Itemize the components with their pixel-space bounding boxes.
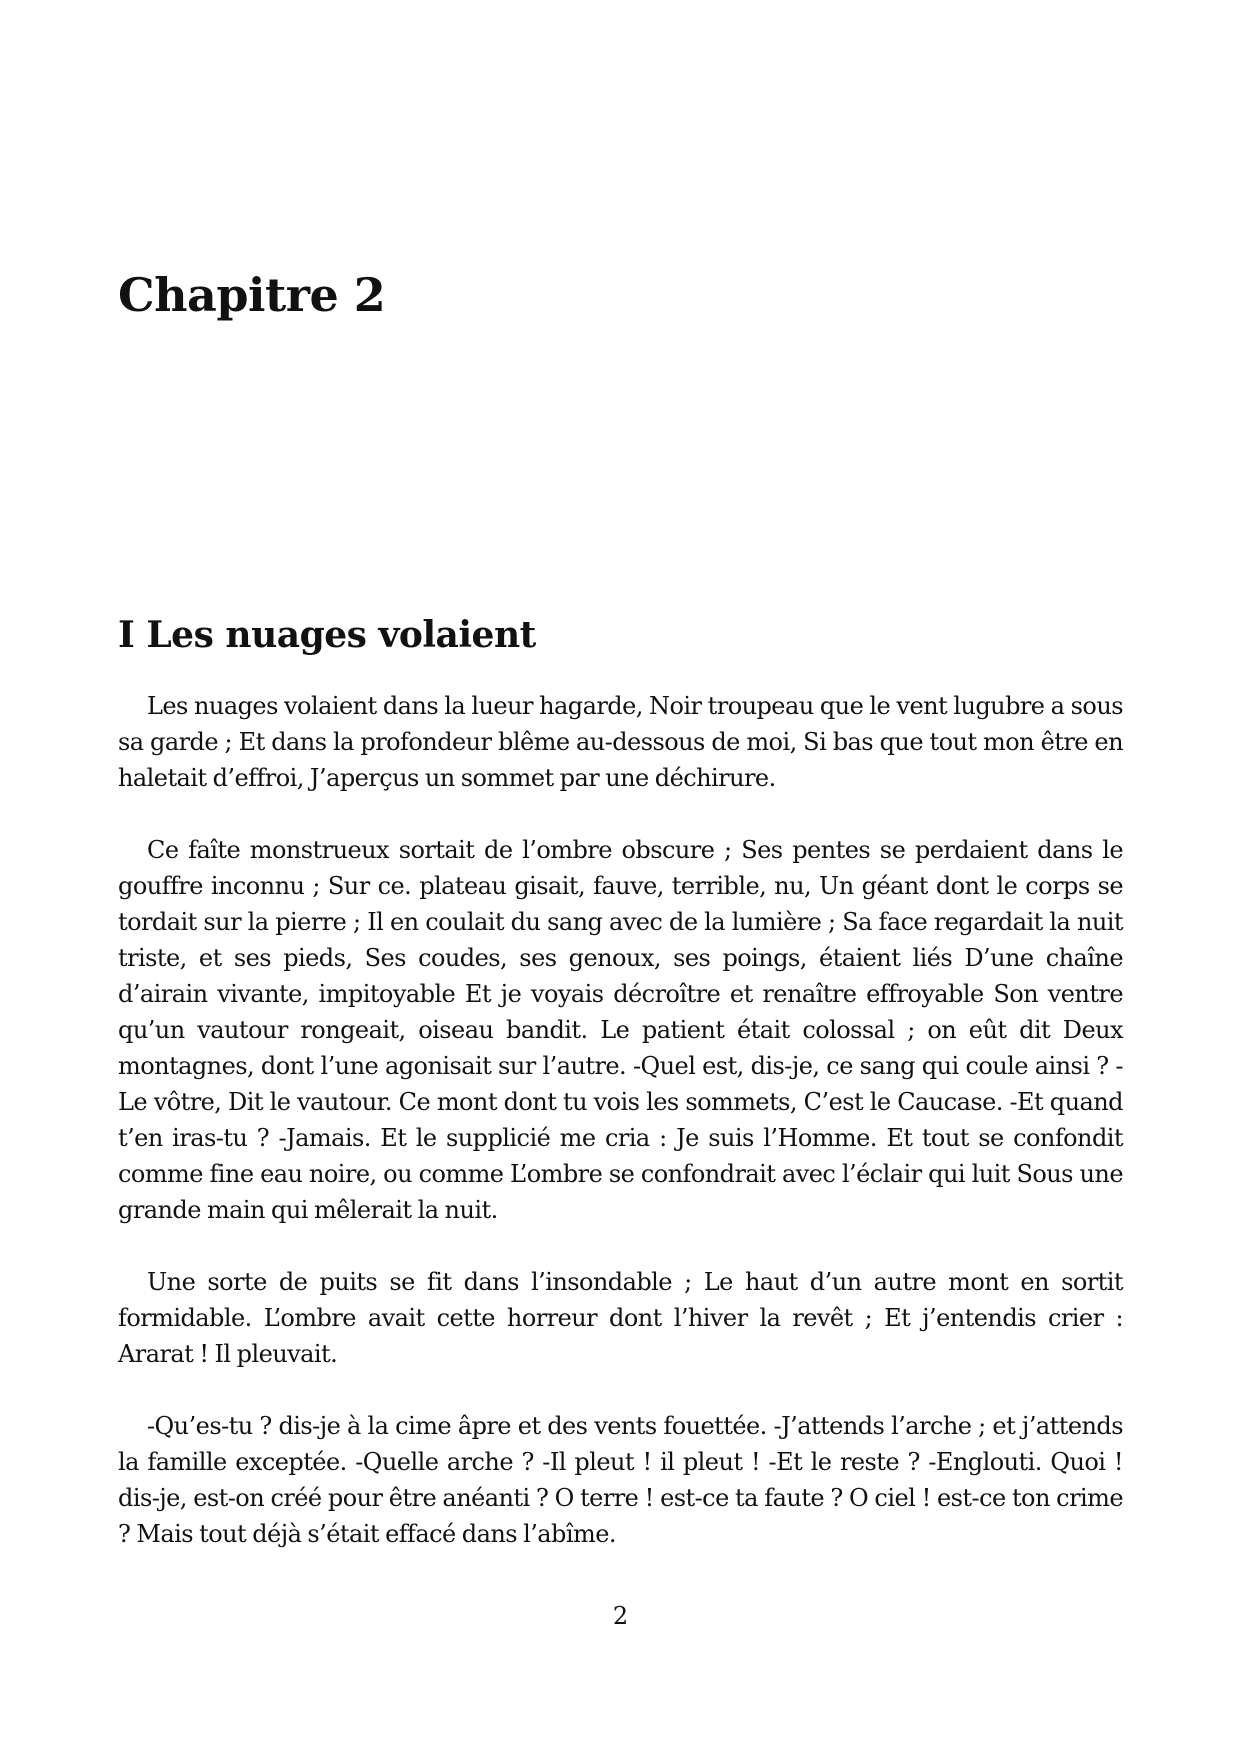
paragraph: Ce faîte monstrueux sortait de l’ombre obscure ; Ses pentes se perdaient dans le gouffre inconnu ; Sur ce. plateau gisait, fauve, terrible, nu, Un géant dont le corps se tordait sur la pierre ; Il en coulait du sang avec de la lumière ; Sa face regardait la nuit triste, et ses pieds, Ses coudes, ses genoux, ses poings, étaient liés D’une chaîne d’airain vivante, impitoyable Et je voyais décroître et renaître effroyable Son ventre qu’un vautour rongeait, oiseau bandit. Le patient était colossal ; on eût dit Deux montagnes, dont l’une agonisait sur l’autre. -Quel est, dis-je, ce sang qui coule ainsi ? -Le vôtre, Dit le vautour. Ce mont dont tu vois les sommets, C’est le Caucase. -Et quand t’en iras-tu ? -Jamais. Et le supplicié me cria : Je suis l’Homme. Et tout se confondit comme fine eau noire, ou comme L’ombre se confondrait avec l’éclair qui luit Sous une grande main qui mêlerait la nuit. [118,836,1123,1224]
paragraph: Les nuages volaient dans la lueur hagarde, Noir troupeau que le vent lugubre a sous sa garde ; Et dans la profondeur blême au-dessous de moi, Si bas que tout mon être en haletait d’effroi, J’aperçus un sommet par une déchirure. [118,692,1123,792]
paragraph: -Qu’es-tu ? dis-je à la cime âpre et des vents fouettée. -J’attends l’arche ; et j’attends la famille exceptée. -Quelle arche ? -Il pleut ! il pleut ! -Et le reste ? -Englouti. Quoi ! dis-je, est-on créé pour être anéanti ? O terre ! est-ce ta faute ? O ciel ! est-ce ton crime ? Mais tout déjà s’était effacé dans l’abîme. [118,1412,1123,1548]
page-number: 2 [612,1602,629,1630]
section-title: I Les nuages volaient [118,614,536,656]
paragraph: Une sorte de puits se fit dans l’insondable ; Le haut d’un autre mont en sortit formidable. L’ombre avait cette horreur dont l’hiver la revêt ; Et j’entendis crier : Ararat ! Il pleuvait. [118,1268,1123,1368]
chapter-title: Chapitre 2 [118,268,386,322]
body-text [118,688,1123,1588]
